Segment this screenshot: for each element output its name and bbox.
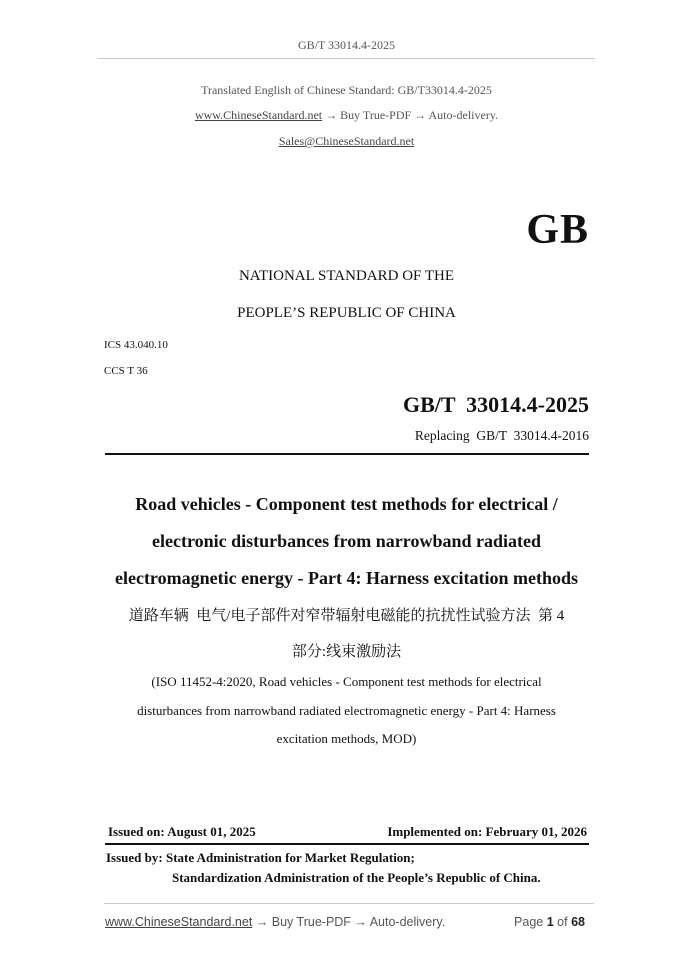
footer-website-link[interactable]: www.ChineseStandard.net <box>105 915 253 929</box>
page-label: Page <box>514 915 544 929</box>
title-en-line-2: electronic disturbances from narrowband radiated <box>152 531 541 551</box>
footer-buy-line <box>105 915 445 929</box>
ics-code: ICS 43.040.10 <box>104 339 168 351</box>
title-en-line-3: electromagnetic energy - Part 4: Harness excitation methods <box>114 568 579 588</box>
title-en-line-1: Road vehicles - Component test methods for electrical / <box>135 494 558 514</box>
buy-line <box>0 108 693 123</box>
iso-reference-line-1: (ISO 11452-4:2020, Road vehicles - Component test methods for electrical <box>151 674 542 689</box>
page-indicator <box>514 915 585 929</box>
replacing-note: Replacing GB/T 33014.4-2016 <box>414 428 589 443</box>
footer-rule <box>104 903 594 904</box>
issued-by-line-2: Standardization Administration of the People’s Republic of China. <box>172 870 541 885</box>
issue-rule <box>105 843 589 845</box>
standard-number: GB/T 33014.4-2025 <box>402 392 589 417</box>
header-rule <box>98 58 595 59</box>
email-line <box>0 134 693 149</box>
issued-by-line-1: Issued by: State Administration for Market Regulation; <box>106 850 415 865</box>
page-current: 1 <box>546 915 554 929</box>
translated-notice: Translated English of Chinese Standard: GB/T33014.4-2025 <box>201 83 492 97</box>
ccs-code: CCS T 36 <box>104 365 148 377</box>
issued-on: Issued on: August 01, 2025 <box>108 824 256 839</box>
iso-reference-line-3: excitation methods, MOD) <box>276 731 417 746</box>
iso-reference-line-2: disturbances from narrowband radiated electromagnetic energy - Part 4: Harness <box>137 703 556 718</box>
implemented-on: Implemented on: February 01, 2026 <box>387 824 587 839</box>
title-cn-line-2: 部分:线束激励法 <box>291 644 402 660</box>
running-header-title: GB/T 33014.4-2025 <box>297 38 396 52</box>
footer-buy-text: → Buy True-PDF → Auto-delivery. <box>252 915 446 929</box>
buy-text: → Buy True-PDF → Auto-delivery. <box>325 108 499 122</box>
website-link[interactable]: www.ChineseStandard.net <box>194 108 323 122</box>
gb-mark: GB <box>526 207 589 253</box>
page-total: 68 <box>571 915 585 929</box>
title-cn-line-1: 道路车辆 电气/电子部件对窄带辐射电磁能的抗扰性试验方法 第 4 <box>128 608 565 624</box>
national-standard-line-1: NATIONAL STANDARD OF THE <box>238 268 455 284</box>
email-link[interactable]: Sales@ChineseStandard.net <box>278 134 415 148</box>
page-of: of <box>557 915 568 929</box>
national-standard-line-2: PEOPLE’S REPUBLIC OF CHINA <box>237 305 456 321</box>
standard-number-rule <box>105 453 589 455</box>
